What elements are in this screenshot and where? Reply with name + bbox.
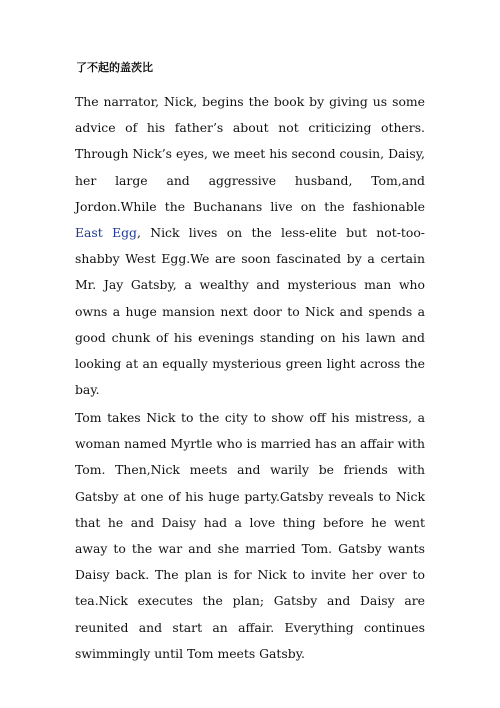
paragraph-1-text-end: , Nick lives on the less-elite but not-too-shabby West Egg.We are soon fascinated by a certain Mr. Jay Gatsby, a wealthy and mysterious man who owns a huge mansion next door to Nick and spends a good chunk of his evenings standing on his lawn and looking at an equally mysterious green light across the bay. [75,225,425,398]
paragraph-2: Tom takes Nick to the city to show off his mistress, a woman named Myrtle who is married has an affair with Tom. Then,Nick meets and warily be friends with Gatsby at one of his huge party.Gatsby reveals to Nick that he and Daisy had a love thing before he went away to the war and she married Tom. Gatsby wants Daisy back. The plan is for Nick to invite her over to tea.Nick executes the plan; Gatsby and Daisy are reunited and start an affair. Everything continues swimmingly until Tom meets Gatsby. [75,410,425,661]
paragraph-1 [75,89,425,403]
paragraph-1-text-start: The narrator, Nick, begins the book by giving us some advice of his father’s about not criticizing others. Through Nick’s eyes, we meet his second cousin, Daisy, her large and aggressive husband, Tom,and Jordon.While the Buchanans live on the fashionable [75,94,425,214]
east-egg-link[interactable]: East Egg [75,225,137,241]
document-title: 了不起的盖茨比 [76,61,153,74]
